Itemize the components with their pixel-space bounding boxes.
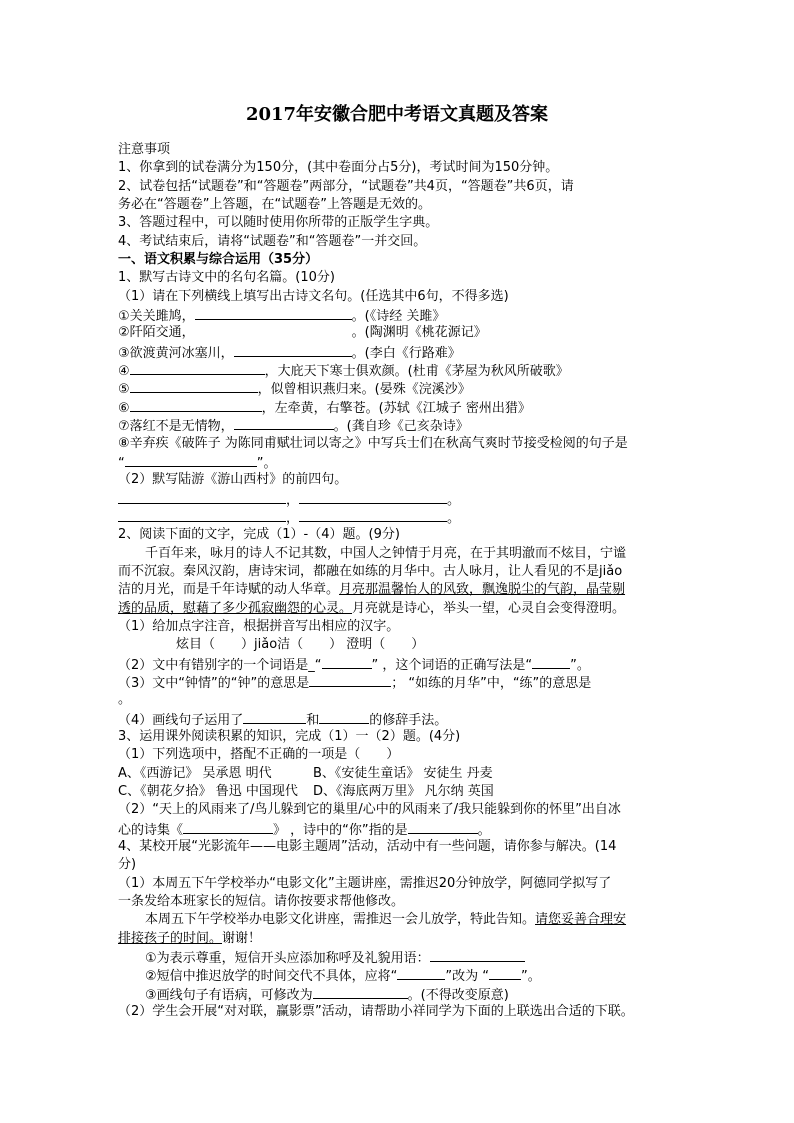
answer-blank[interactable] [118, 490, 286, 504]
notice-item: 2、试卷包括“试题卷”和“答题卷”两部分，“试题卷”共4页，“答题卷”共6页，请 [118, 178, 574, 194]
answer-blank[interactable] [183, 820, 273, 834]
underlined-sentence: 透的品质，慰藉了多少孤寂幽怨的心灵。 [118, 600, 353, 616]
question-4-heading: 分) [118, 857, 137, 873]
answer-blank[interactable] [125, 453, 257, 467]
text: ②短信中推迟放学的时间交代不具体，应将“ [145, 969, 398, 985]
poem-item: ⑧辛弃疾《破阵子 为陈同甫赋壮词以寄之》中写兵士们在秋高气爽时节接受检阅的句子是 [118, 435, 628, 451]
text: ”。 [570, 657, 590, 673]
option-b[interactable]: B、《安徒生童话》 安徒生 丹麦 [313, 765, 493, 781]
answer-blank[interactable] [532, 655, 570, 669]
notice-item: 4、考试结束后，请将“试题卷”和“答题卷”一并交回。 [118, 233, 427, 249]
text: ”改为 “ [445, 969, 489, 985]
text: 的修辞手法。 [369, 712, 448, 728]
section-heading: 一、语文积累与综合运用（35分） [118, 252, 319, 268]
poem-item [118, 398, 690, 416]
text: （4）画线句子运用了 [118, 712, 244, 728]
question-text: 炫目（ ）jiǎo洁（ ） 澄明（ ） [176, 637, 425, 653]
question-text: （1）本周五下午学校举办“电影文化”主题讲座，需推迟20分钟放学，阿德同学拟写了 [118, 875, 612, 891]
question-text: （1）请在下列横线上填写出古诗文名句。(任选其中6句，不得多选) [118, 288, 509, 304]
answer-blank[interactable] [430, 948, 525, 962]
text: 。(不得改变原意) [407, 987, 509, 1003]
document-body [118, 141, 690, 1022]
text: （3）文中“钟情”的“钟”的意思是 [118, 675, 310, 691]
text: 和 [306, 712, 320, 728]
options-row [118, 765, 690, 783]
question-text [118, 673, 690, 691]
text: ⑤ [118, 382, 130, 398]
text: ”。 [521, 969, 541, 985]
text: “ [118, 455, 125, 471]
answer-line [118, 490, 690, 508]
underlined-sentence: 请您妥善合理安 [535, 912, 627, 928]
answer-blank[interactable] [313, 985, 408, 999]
page-title: 2017年安徽合肥中考语文真题及答案 [245, 104, 549, 125]
question-text [118, 655, 690, 673]
message-line [118, 911, 690, 929]
passage-line: 而不沉寂。秦风汉韵，唐诗宋词，都融在如练的月华中。古人咏月，让人看见的不是jiǎo [118, 563, 623, 579]
text: ⑥ [118, 400, 130, 416]
poem-item [118, 379, 690, 397]
answer-line [118, 508, 690, 526]
question-text: （2）默写陆游《游山西村》的前四句。 [118, 472, 348, 488]
message-line [118, 930, 690, 948]
answer-blank[interactable] [243, 710, 306, 724]
text: 。 [447, 510, 461, 526]
question-2-heading: 2、阅读下面的文字，完成（1）-（4）题。(9分) [118, 527, 400, 543]
answer-blank[interactable] [299, 490, 447, 504]
option-c[interactable]: C、《朝花夕拾》 鲁迅 中国现代 [118, 784, 298, 800]
answer-blank[interactable] [322, 655, 372, 669]
text: 》 ，诗中的“你”指的是 [273, 822, 408, 838]
text: ，左牵黄，右擎苍。(苏轼《江城子 密州出猎》 [261, 400, 531, 416]
poem-item [118, 453, 690, 471]
text: ①为表示尊重，短信开头应添加称呼及礼貌用语： [145, 951, 430, 967]
notice-item: 3、答题过程中，可以随时使用你所带的正版学生字典。 [118, 215, 439, 231]
question-text: （1）下列选项中，搭配不正确的一项是（ ） [118, 747, 400, 763]
passage-line: 千百年来，咏月的诗人不记其数，中国人之钟情于月亮，在于其明澈而不炫目，宁谧 [145, 545, 627, 561]
notice-heading: 注意事项 [118, 142, 171, 157]
answer-blank[interactable] [118, 508, 286, 522]
text: ⑦落红不是无情物， [118, 419, 234, 435]
text: 心的诗集《 [118, 822, 184, 838]
text: 。(李白《行路难》 [351, 345, 461, 361]
text: ②阡陌交通， [118, 325, 195, 341]
poem-item [118, 324, 690, 342]
question-text: （1）给加点字注音，根据拼音写出相应的汉字。 [118, 618, 400, 634]
answer-blank[interactable] [299, 508, 447, 522]
text: ④ [118, 364, 130, 380]
text: （2）文中有错别字的一个词语是_“ [118, 657, 322, 673]
question-4-heading: 4、某校开展“光影流年——电影主题周”活动，活动中有一些问题，请你参与解决。(14 [118, 839, 617, 855]
answer-blank[interactable] [130, 379, 258, 393]
text: 。(龚自珍《己亥杂诗》 [333, 419, 469, 435]
question-text [118, 966, 690, 984]
notice-item: 务必在“答题卷”上答题，在“试题卷”上答题是无效的。 [118, 197, 431, 213]
text: 谢谢！ [222, 930, 262, 946]
question-text: 一条发给本班家长的短信。请你按要求帮他修改。 [118, 894, 405, 910]
option-a[interactable]: A、《西游记》 吴承恩 明代 [118, 765, 272, 781]
question-text [118, 820, 690, 838]
text: 。 [477, 822, 491, 838]
notice-item: 1、你拿到的试卷满分为150分，(其中卷面分占5分)，考试时间为150分钟。 [118, 160, 559, 176]
answer-blank[interactable] [397, 966, 445, 980]
question-text: （2）“天上的风雨来了/鸟儿躲到它的巢里/心中的风雨来了/我只能躲到你的怀里”出自冰 [118, 802, 621, 818]
text: ； “如练的月华”中，“练”的意思是 [391, 675, 592, 691]
answer-blank[interactable] [309, 673, 391, 687]
answer-blank[interactable] [489, 966, 521, 980]
answer-blank[interactable] [234, 343, 352, 357]
text: ” ，这个词语的正确写法是“ [371, 657, 533, 673]
answer-blank[interactable] [130, 361, 265, 375]
text: ，大庇天下寒士俱欢颜。(杜甫《茅屋为秋风所破歌》 [264, 364, 569, 380]
poem-item [118, 361, 690, 379]
text: 洁的月光，而是千年诗赋的动人华章。 [118, 582, 340, 598]
option-d[interactable]: D、《海底两万里》 凡尔纳 英国 [313, 784, 494, 800]
text: 。(《诗经 关雎》 [351, 309, 446, 325]
question-3-heading: 3、运用课外阅读积累的知识，完成（1）一（2）题。(4分) [118, 729, 461, 744]
question-text [118, 985, 690, 1003]
poem-item [118, 306, 690, 324]
text: ， [286, 492, 300, 508]
answer-blank[interactable] [408, 820, 478, 834]
underlined-sentence: 月亮那温馨怡人的风致，飘逸脱尘的气韵，晶莹剔 [339, 582, 626, 598]
passage-line [118, 581, 690, 599]
answer-blank[interactable] [319, 710, 369, 724]
text: ， [286, 510, 300, 526]
question-text: （2）学生会开展“对对联，赢影票”活动，请帮助小祥同学为下面的上联选出合适的下联。 [118, 1004, 634, 1020]
text: 本周五下午学校举办电影文化讲座，需推迟一会儿放学，特此告知。 [145, 912, 536, 928]
question-1-heading: 1、默写古诗文中的名句名篇。(10分) [118, 270, 335, 286]
poem-item [118, 343, 690, 361]
question-text [118, 710, 690, 728]
text: ①关关雎鸠， [118, 309, 195, 325]
text: ③欲渡黄河冰塞川， [118, 345, 234, 361]
text: 月亮就是诗心，举头一望，心灵自会变得澄明。 [352, 600, 626, 616]
question-text [118, 948, 690, 966]
passage-line [118, 600, 690, 618]
answer-blank[interactable] [234, 416, 334, 430]
text: 。(陶渊明《桃花源记》 [351, 325, 487, 341]
question-text: 。 [118, 692, 132, 708]
text: 。 [447, 492, 461, 508]
text: ，似曾相识燕归来。(晏殊《浣溪沙》 [257, 382, 471, 398]
poem-item [118, 416, 690, 434]
options-row [118, 783, 690, 801]
text: ”。 [256, 455, 277, 471]
answer-blank[interactable] [130, 398, 262, 412]
underlined-sentence: 排接孩子的时间。 [118, 930, 223, 946]
answer-blank[interactable] [195, 306, 352, 320]
text: ③画线句子有语病，可修改为 [145, 987, 313, 1003]
